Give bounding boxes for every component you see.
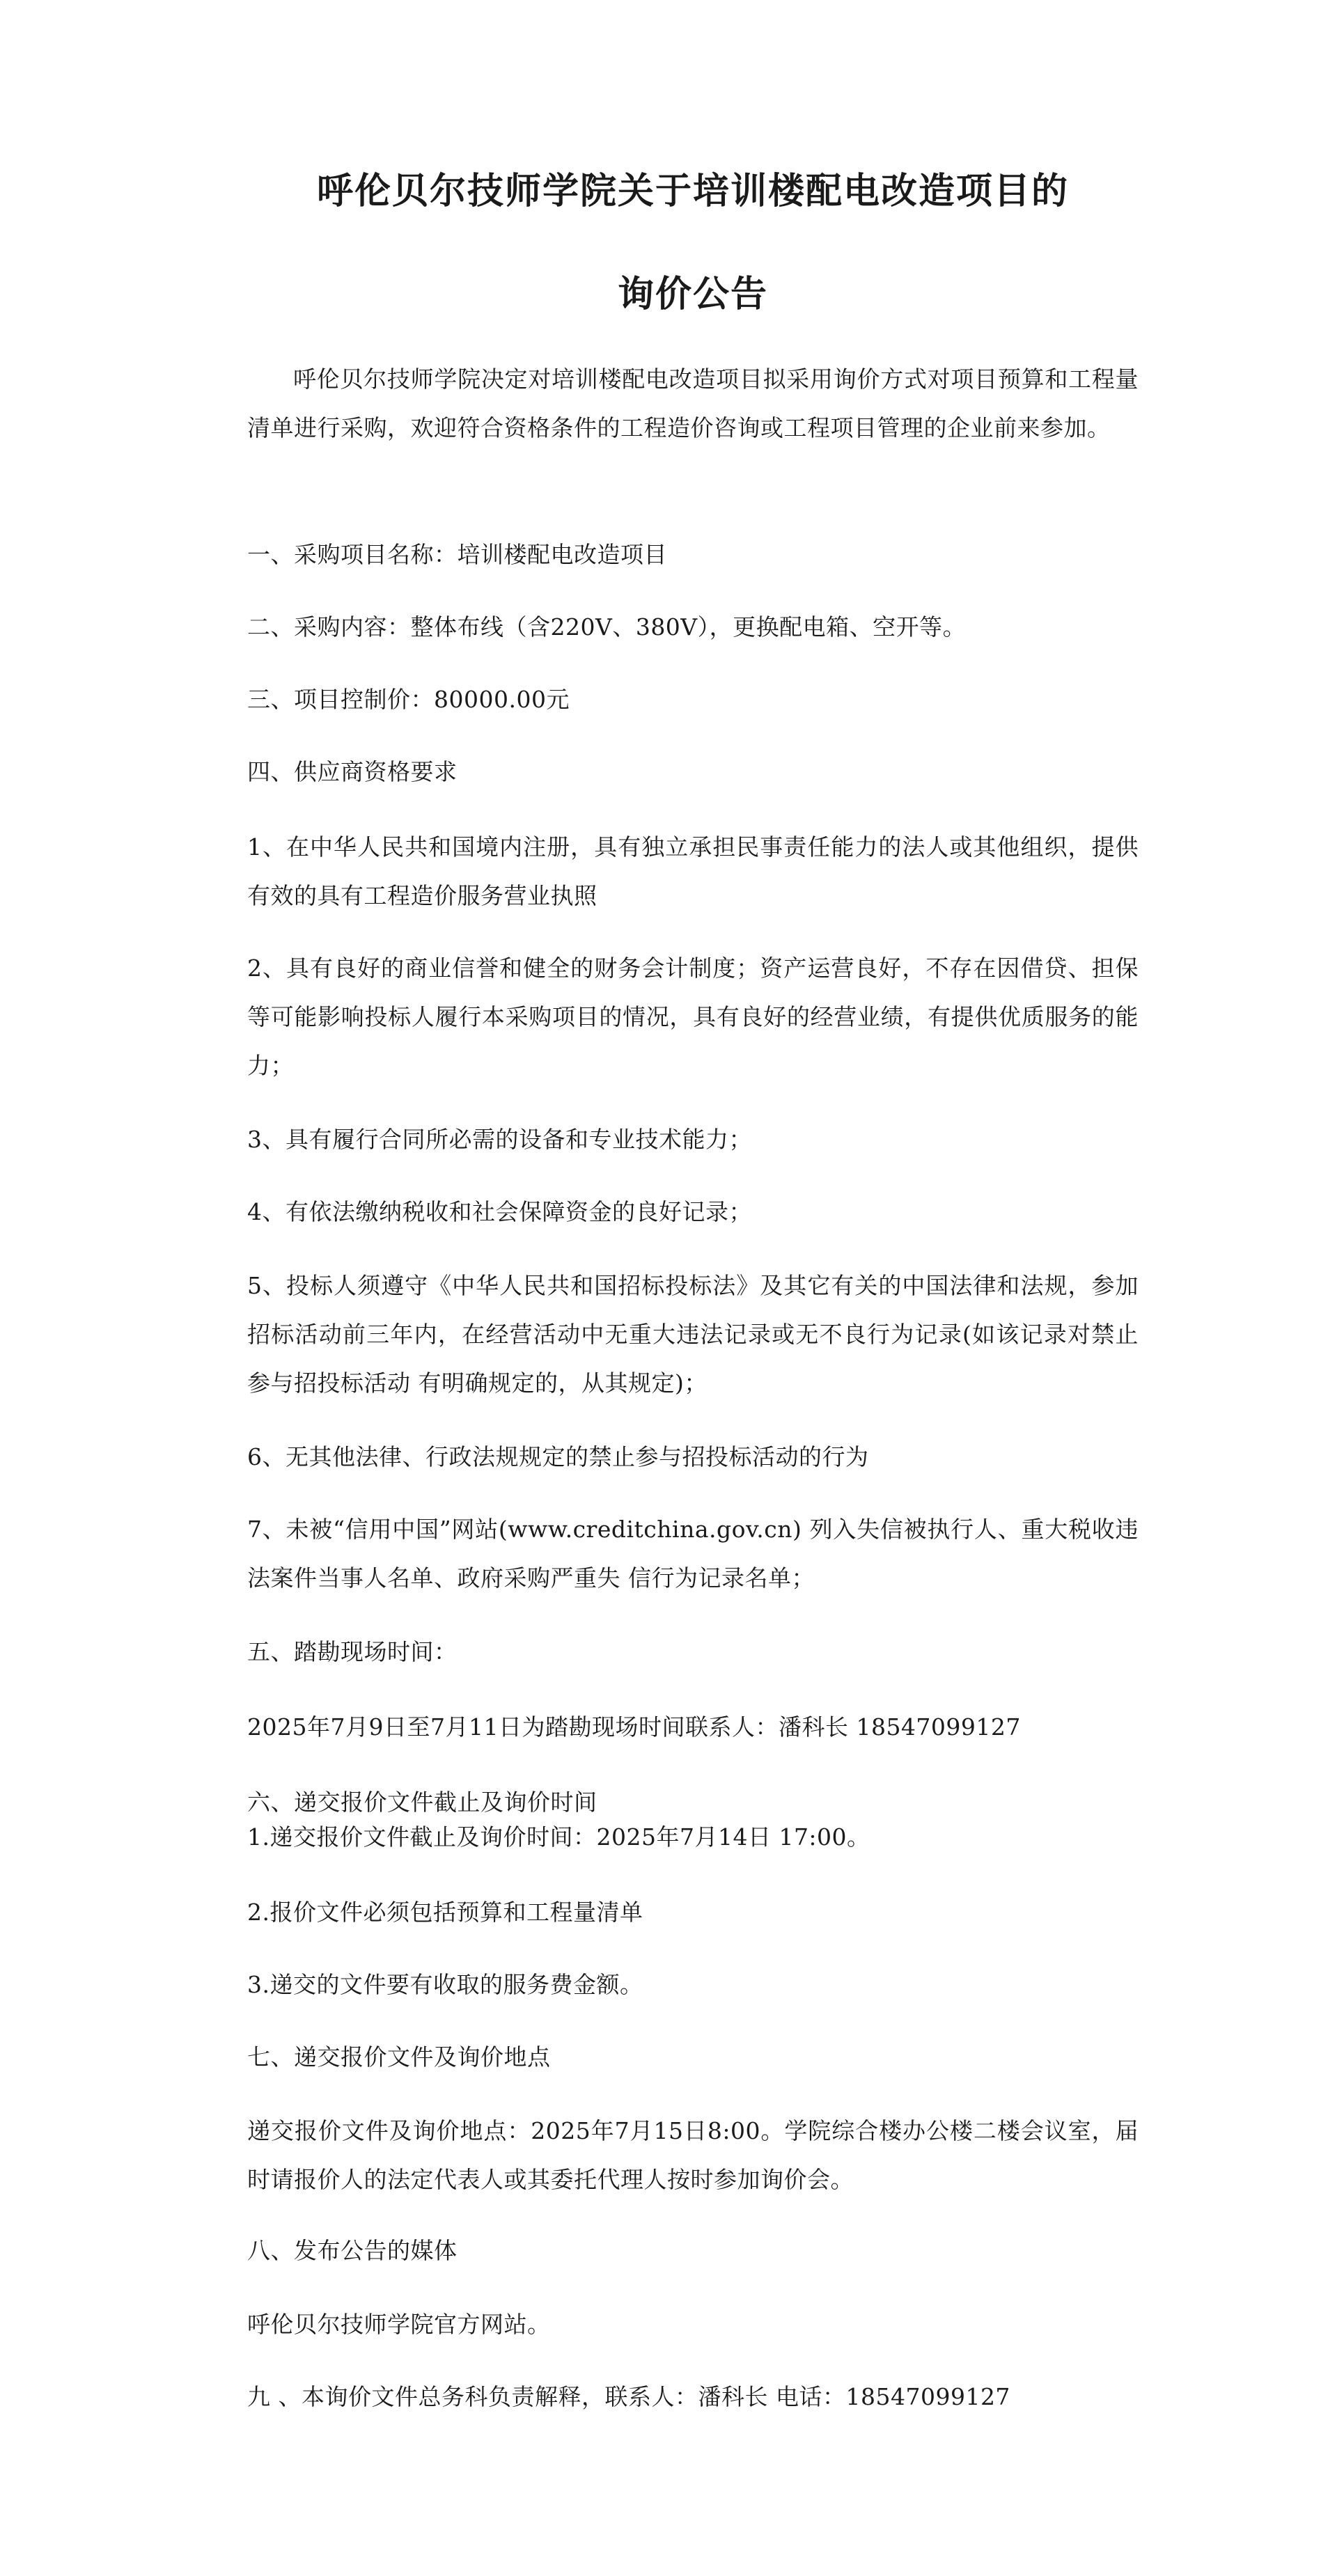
section-7-heading: 七、递交报价文件及询价地点 (247, 2043, 551, 2071)
section-5-heading: 五、踏勘现场时间： (247, 1638, 458, 1665)
section-7-location: 递交报价文件及询价地点：2025年7月15日8:00。学院综合楼办公楼二楼会议室，届时请报价人的法定代表人或其委托代理人按时参加询价会。 (247, 2117, 1139, 2193)
intro-paragraph: 呼伦贝尔技师学院决定对培训楼配电改造项目拟采用询价方式对项目预算和工程量清单进行采购，欢迎符合资格条件的工程造价咨询或工程项目管理的企业前来参加。 (247, 366, 1139, 441)
qualification-item-2: 2、具有良好的商业信誉和健全的财务会计制度；资产运营良好，不存在因借贷、担保等可能影响投标人履行本采购项目的情况，具有良好的经营业绩，有提供优质服务的能力； (247, 955, 1139, 1079)
qualification-item-6: 6、无其他法律、行政法规规定的禁止参与招投标活动的行为 (247, 1443, 869, 1470)
section-6-item-2: 2.报价文件必须包括预算和工程量清单 (247, 1899, 643, 1926)
section-2-procurement-content: 二、采购内容：整体布线（含220V、380V），更换配电箱、空开等。 (247, 613, 967, 641)
section-4-heading: 四、供应商资格要求 (247, 758, 458, 785)
section-9-contact: 九 、本询价文件总务科负责解释，联系人：潘科长 电话：18547099127 (247, 2383, 1010, 2410)
section-8-heading: 八、发布公告的媒体 (247, 2237, 458, 2264)
section-3-control-price: 三、项目控制价：80000.00元 (247, 686, 570, 713)
qualification-item-7: 7、未被“信用中国”网站(www.creditchina.gov.cn) 列入失信被执行人、重大税收违法案件当事人名单、政府采购严重失 信行为记录名单； (247, 1516, 1139, 1592)
section-1-project-name: 一、采购项目名称：培训楼配电改造项目 (247, 541, 667, 568)
qualification-item-4: 4、有依法缴纳税收和社会保障资金的良好记录； (247, 1198, 752, 1225)
section-6-item-1: 1.递交报价文件截止及询价时间：2025年7月14日 17:00。 (247, 1823, 870, 1851)
document-title-line2: 询价公告 (617, 273, 768, 315)
section-6-heading: 六、递交报价文件截止及询价时间 (247, 1789, 597, 1816)
qualification-item-1: 1、在中华人民共和国境内注册，具有独立承担民事责任能力的法人或其他组织，提供有效的具有工程造价服务营业执照 (247, 833, 1139, 909)
section-6-item-3: 3.递交的文件要有收取的服务费金额。 (247, 1971, 643, 1998)
document-title-line1: 呼伦贝尔技师学院关于培训楼配电改造项目的 (316, 170, 1069, 212)
section-5-site-visit-time: 2025年7月9日至7月11日为踏勘现场时间联系人：潘科长 18547099127 (247, 1713, 1021, 1741)
qualification-item-3: 3、具有履行合同所必需的设备和专业技术能力； (247, 1126, 752, 1153)
section-8-media: 呼伦贝尔技师学院官方网站。 (247, 2311, 551, 2338)
qualification-item-5: 5、投标人须遵守《中华人民共和国招标投标法》及其它有关的中国法律和法规，参加招标活动前三年内，在经营活动中无重大违法记录或无不良行为记录(如该记录对禁止参与招投标活动 有明确规定的，从其规定)； (247, 1272, 1139, 1397)
